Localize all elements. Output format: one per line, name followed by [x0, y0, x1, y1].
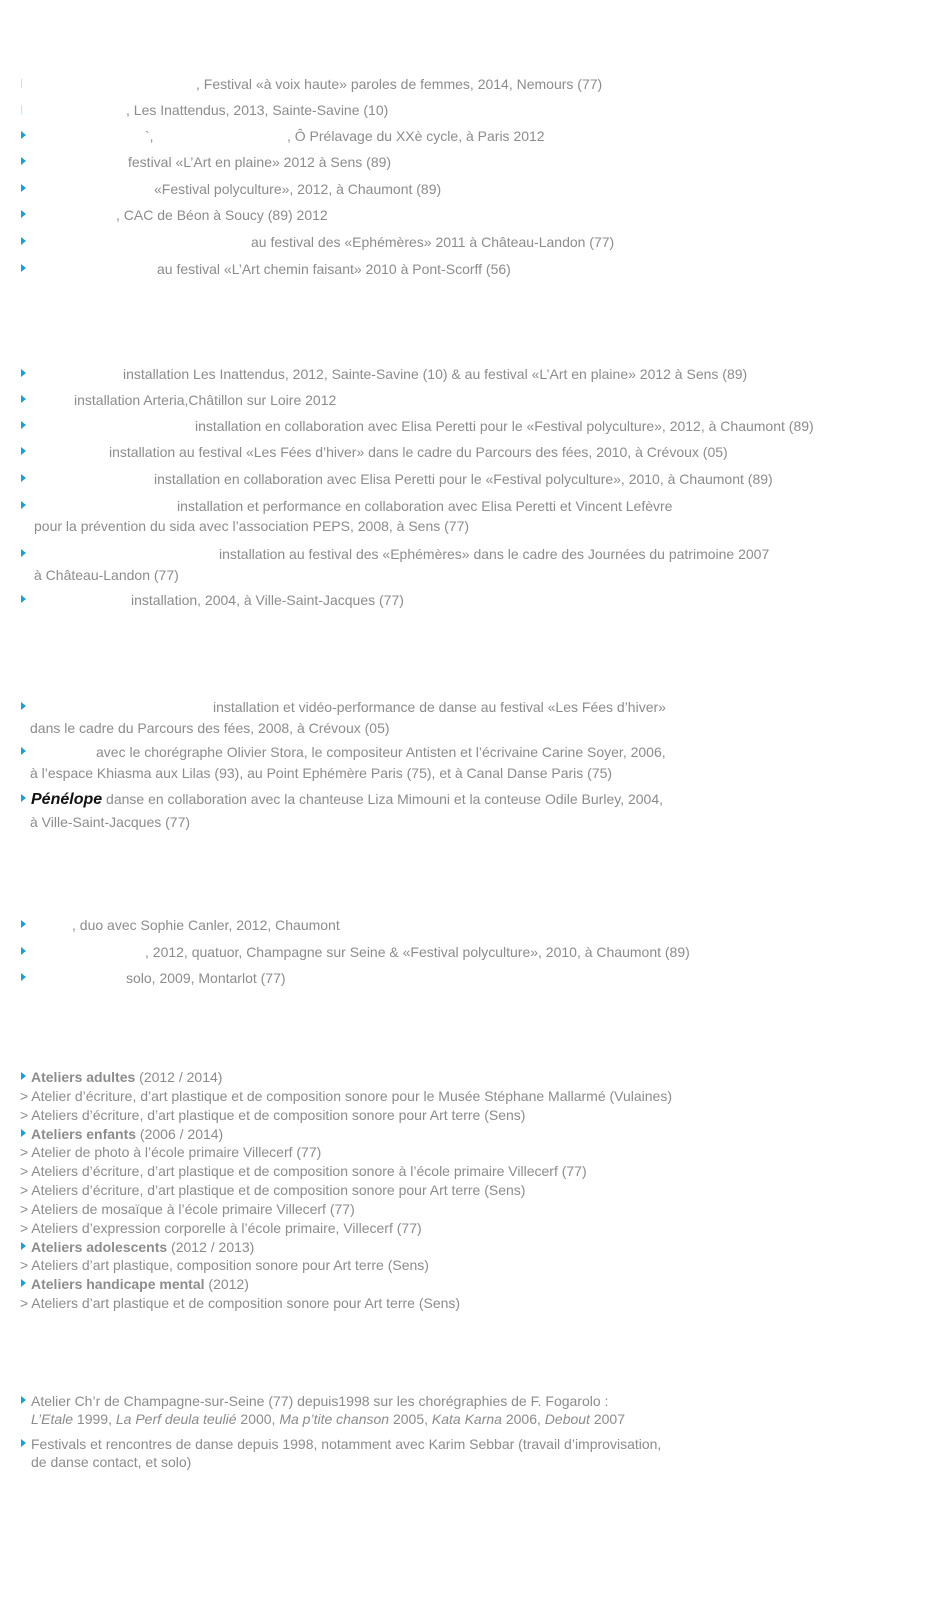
heading-years: (2012 / 2014)	[135, 1069, 223, 1085]
list-item: > Ateliers d’écriture, d’art plastique et de composition sonore à l’école primaire Villecerf (77)	[20, 1163, 587, 1179]
bullet-icon	[21, 395, 26, 403]
list-item: installation en collaboration avec Elisa Peretti pour le «Festival polyculture», 2010, à Chaumont (89)	[154, 471, 773, 487]
heading-label: Ateliers adultes	[31, 1069, 136, 1085]
list-heading	[31, 1067, 222, 1087]
bullet-icon	[21, 131, 26, 139]
work-description: danse en collaboration avec la chanteuse Liza Mimouni et la conteuse Odile Burley, 2004,	[102, 791, 664, 807]
work-title: Pénélope	[31, 791, 103, 808]
list-item: installation au festival «Les Fées d’hiver» dans le cadre du Parcours des fées, 2010, à Crévoux (05)	[109, 444, 728, 460]
list-item: > Ateliers d’art plastique et de composition sonore pour Art terre (Sens)	[20, 1295, 461, 1311]
list-item-fragment: `,	[145, 128, 154, 144]
list-item: installation en collaboration avec Elisa Peretti pour le «Festival polyculture», 2012, à Chaumont (89)	[195, 418, 814, 434]
list-item-continuation: à Ville-Saint-Jacques (77)	[30, 814, 191, 830]
bullet-icon	[21, 1396, 26, 1404]
bullet-icon	[21, 501, 26, 509]
list-item: > Ateliers d’art plastique, composition sonore pour Art terre (Sens)	[20, 1257, 429, 1273]
list-item: «Festival polyculture», 2012, à Chaumont (89)	[154, 181, 442, 197]
list-item: , 2012, quatuor, Champagne sur Seine & «Festival polyculture», 2010, à Chaumont (89)	[145, 944, 690, 960]
list-item: au festival des «Ephémères» 2011 à Château-Landon (77)	[251, 234, 615, 250]
list-item: installation Arteria,Châtillon sur Loire 2012	[74, 392, 337, 408]
bullet-icon	[21, 747, 26, 755]
work-title: L’Etale	[31, 1411, 74, 1427]
work-year: 2006,	[501, 1411, 545, 1427]
work-year: 2005,	[389, 1411, 432, 1427]
work-title: Ma p’tite chanson	[279, 1411, 390, 1427]
work-year: 1999,	[73, 1411, 116, 1427]
list-item: installation, 2004, à Ville-Saint-Jacques (77)	[131, 592, 404, 608]
list-item-continuation: dans le cadre du Parcours des fées, 2008, à Crévoux (05)	[30, 720, 390, 736]
bullet-icon	[21, 237, 26, 245]
list-item: avec le chorégraphe Olivier Stora, le compositeur Antisten et l’écrivaine Carine Soyer, 2006,	[96, 744, 666, 760]
list-heading	[31, 1124, 223, 1144]
bullet-icon	[21, 369, 26, 377]
bullet-icon	[21, 595, 26, 603]
list-heading	[31, 1237, 254, 1257]
list-item: > Ateliers d’écriture, d’art plastique et de composition sonore pour Art terre (Sens)	[20, 1107, 526, 1123]
bullet-icon	[21, 1439, 26, 1447]
list-item-continuation: à l’espace Khiasma aux Lilas (93), au Point Ephémère Paris (75), et à Canal Danse Paris (75)	[30, 765, 613, 781]
heading-label: Ateliers enfants	[31, 1126, 137, 1142]
bullet-icon	[21, 973, 26, 981]
bullet-icon	[21, 702, 26, 710]
work-title: Kata Karna	[431, 1411, 502, 1427]
work-title: Debout	[544, 1411, 590, 1427]
bullet-icon	[21, 474, 26, 482]
bullet-marker	[21, 105, 22, 114]
bullet-icon	[21, 947, 26, 955]
list-item: installation et vidéo-performance de danse au festival «Les Fées d’hiver»	[213, 699, 666, 715]
list-item: installation au festival des «Ephémères» dans le cadre des Journées du patrimoine 2007	[219, 546, 770, 562]
bullet-icon	[21, 421, 26, 429]
list-item: > Ateliers de mosaïque à l’école primaire Villecerf (77)	[20, 1201, 355, 1217]
bullet-icon	[21, 1072, 26, 1080]
bullet-icon	[21, 157, 26, 165]
list-item: au festival «L’Art chemin faisant» 2010 à Pont-Scorff (56)	[157, 261, 511, 277]
work-title: La Perf deula teulié	[115, 1411, 237, 1427]
bullet-icon	[21, 1129, 26, 1137]
list-item: > Ateliers d’expression corporelle à l’école primaire, Villecerf (77)	[20, 1220, 422, 1236]
bullet-marker	[21, 79, 22, 88]
list-item: solo, 2009, Montarlot (77)	[126, 970, 286, 986]
heading-years: (2012)	[204, 1276, 249, 1292]
list-item: , Ô Prélavage du XXè cycle, à Paris 2012	[287, 128, 545, 144]
choreography-list	[31, 1409, 625, 1429]
list-item: Atelier Ch’r de Champagne-sur-Seine (77) depuis1998 sur les chorégraphies de F. Fogarolo :	[31, 1393, 609, 1409]
list-item: , CAC de Béon à Soucy (89) 2012	[116, 207, 328, 223]
list-item: Festivals et rencontres de danse depuis 1998, notamment avec Karim Sebbar (travail d’improvisation,	[31, 1436, 662, 1452]
list-item: , Festival «à voix haute» paroles de femmes, 2014, Nemours (77)	[196, 76, 603, 92]
list-item: , duo avec Sophie Canler, 2012, Chaumont	[72, 917, 340, 933]
bullet-icon	[21, 447, 26, 455]
list-item	[31, 789, 663, 810]
bullet-icon	[21, 184, 26, 192]
heading-label: Ateliers handicape mental	[31, 1276, 205, 1292]
work-year: 2000,	[236, 1411, 280, 1427]
heading-label: Ateliers adolescents	[31, 1239, 168, 1255]
bullet-icon	[21, 549, 26, 557]
list-heading	[31, 1274, 249, 1294]
list-item-continuation: de danse contact, et solo)	[31, 1454, 192, 1470]
bullet-icon	[21, 210, 26, 218]
bullet-icon	[21, 920, 26, 928]
bullet-icon	[21, 264, 26, 272]
list-item-continuation: à Château-Landon (77)	[34, 567, 179, 583]
list-item: > Ateliers d’écriture, d’art plastique et de composition sonore pour Art terre (Sens)	[20, 1182, 526, 1198]
list-item-continuation: pour la prévention du sida avec l’association PEPS, 2008, à Sens (77)	[34, 518, 470, 534]
bullet-icon	[21, 1242, 26, 1250]
list-item: , Les Inattendus, 2013, Sainte-Savine (10)	[126, 102, 389, 118]
list-item: installation Les Inattendus, 2012, Sainte-Savine (10) & au festival «L’Art en plaine» 2012 à Sens (89)	[123, 366, 748, 382]
work-year: 2007	[589, 1411, 625, 1427]
list-item: festival «L’Art en plaine» 2012 à Sens (89)	[128, 154, 392, 170]
list-item: installation et performance en collaboration avec Elisa Peretti et Vincent Lefèvre	[177, 498, 673, 514]
heading-years: (2006 / 2014)	[136, 1126, 224, 1142]
list-item: > Atelier d’écriture, d’art plastique et de composition sonore pour le Musée Stéphane Mallarmé (Vulaines)	[20, 1088, 672, 1104]
heading-years: (2012 / 2013)	[167, 1239, 255, 1255]
bullet-icon	[21, 794, 26, 802]
list-item: > Atelier de photo à l’école primaire Villecerf (77)	[20, 1144, 322, 1160]
bullet-icon	[21, 1279, 26, 1287]
